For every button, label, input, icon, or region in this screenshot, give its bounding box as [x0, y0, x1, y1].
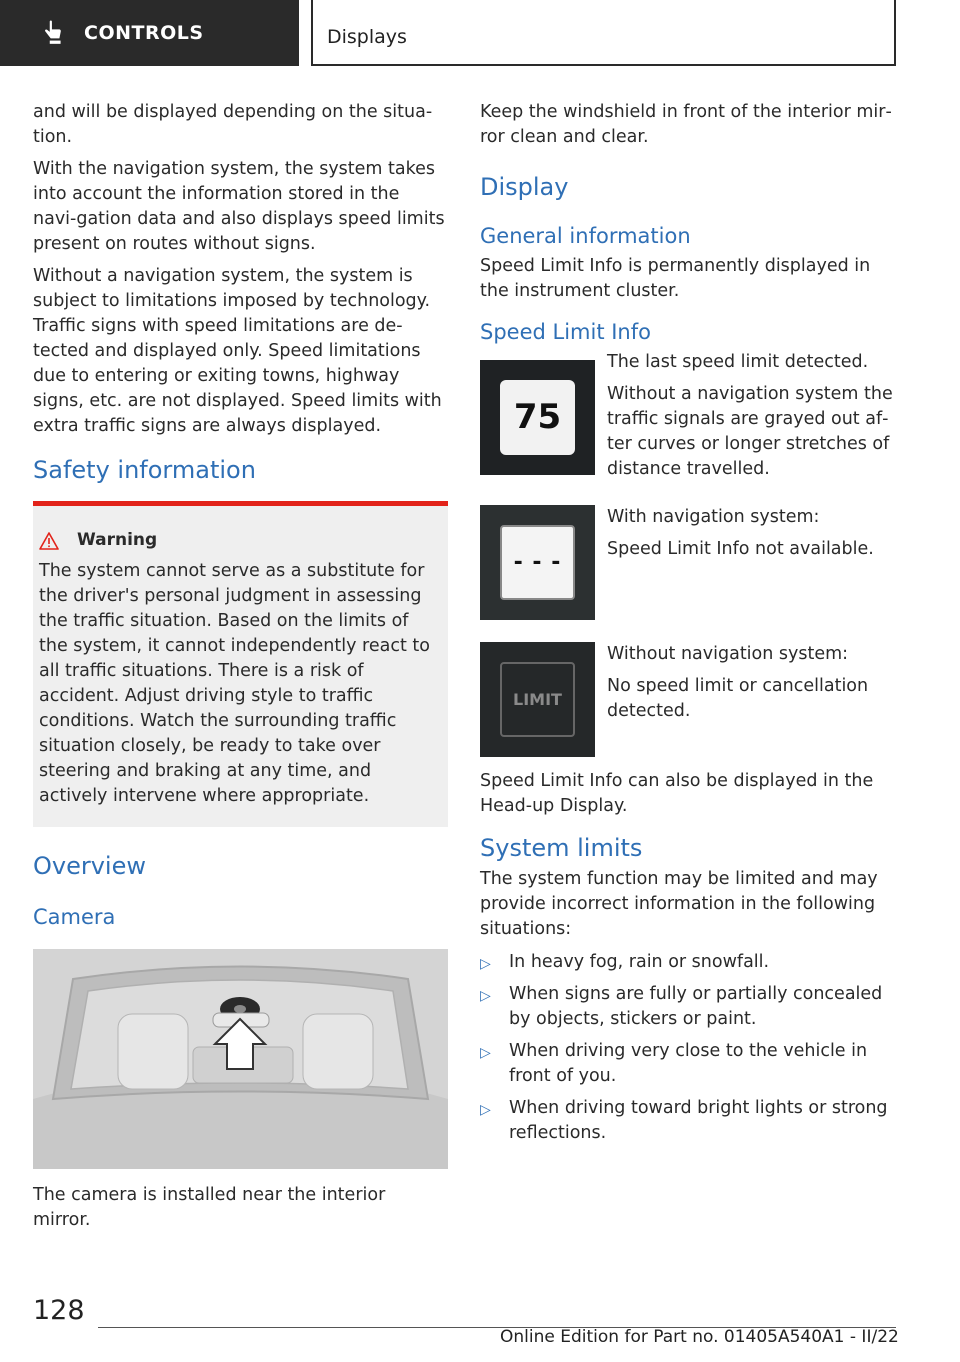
speed-sign-value: LIMIT [513, 690, 562, 709]
speed-sign-75 [480, 360, 595, 475]
general-heading: General information [480, 224, 691, 248]
hand-pointer-icon [40, 20, 66, 46]
right-column [480, 100, 900, 1153]
bullet-triangle-icon: ▷ [480, 1102, 491, 1118]
sli-item-text [607, 350, 897, 489]
paragraph: Without a navigation system, the system is subject to limitations imposed by technology. Traffic signs with speed limitations are de‐tected and displayed only. Speed limitations due to entering or exiting towns, highway signs, etc. are not displayed. Speed limits with extra traffic signs are always displayed. [33, 266, 442, 436]
car-interior-image [33, 949, 448, 1169]
chapter-box [311, 0, 896, 66]
display-heading: Display [480, 173, 569, 201]
sli-item [480, 505, 900, 620]
list-item-text: When driving very close to the vehicle in front of you. [509, 1041, 868, 1086]
edition-label: Online Edition for Part no. 01405A540A1 - II/22 [500, 1327, 899, 1347]
speed-sign-value: 75 [513, 397, 562, 437]
sli-item [480, 350, 900, 489]
bullet-triangle-icon: ▷ [480, 988, 491, 1004]
page-number: 128 [33, 1295, 85, 1326]
limits-intro: The system function may be limited and may provide incorrect information in the following situations: [480, 869, 878, 939]
list-item-text: When signs are fully or partially concealed by objects, stickers or paint. [509, 984, 883, 1029]
list-item [480, 950, 900, 975]
limits-heading: System limits [480, 834, 643, 862]
speed-sign-limit [480, 642, 595, 757]
paragraph: With the navigation system, the system takes into account the information stored in the navi‐gation data and also displays speed limits present on routes without signs. [33, 159, 445, 254]
section-label: CONTROLS [84, 22, 204, 44]
warning-text: The system cannot serve as a substitute for the driver's personal judgment in assessing the traffic situation. Based on the limits of the system, it cannot independently react to all traffic situations. There is a risk of accident. Adjust driving style to traffic conditions. Watch the surrounding traffic situation closely, be ready to take over steering and braking at any time, and actively intervene where appropriate. [39, 561, 430, 806]
list-item [480, 1096, 900, 1146]
speed-sign-unavailable [480, 505, 595, 620]
warning-box [33, 501, 448, 827]
general-text: Speed Limit Info is permanently displayed in the instrument cluster. [480, 256, 871, 301]
paragraph: Keep the windshield in front of the interior mir‐ror clean and clear. [480, 102, 892, 147]
speed-sign-value: - - - [513, 550, 562, 575]
hud-text: Speed Limit Info can also be displayed in the Head-up Display. [480, 771, 874, 816]
sli-line: Speed Limit Info not available. [607, 539, 874, 559]
safety-heading: Safety information [33, 456, 256, 484]
sli-line: The last speed limit detected. [607, 352, 869, 372]
overview-heading: Overview [33, 852, 146, 880]
sli-item-text [607, 505, 897, 620]
sli-line: Without navigation system: [607, 644, 849, 664]
camera-heading: Camera [33, 905, 116, 929]
warning-title: Warning [77, 530, 158, 550]
limits-list [480, 950, 900, 1146]
list-item-text: In heavy fog, rain or snowfall. [509, 952, 770, 972]
chapter-label: Displays [327, 26, 407, 48]
list-item [480, 982, 900, 1032]
sli-item-text [607, 642, 897, 757]
sli-line: With navigation system: [607, 507, 820, 527]
camera-caption: The camera is installed near the interior mirror. [33, 1185, 386, 1230]
list-item [480, 1039, 900, 1089]
bullet-triangle-icon: ▷ [480, 956, 491, 972]
warning-header [39, 528, 440, 553]
sli-item [480, 642, 900, 757]
section-tab [0, 0, 299, 66]
list-item-text: When driving toward bright lights or strong reflections. [509, 1098, 888, 1143]
camera-illustration [33, 949, 448, 1169]
left-column [33, 100, 448, 1240]
warning-triangle-icon [39, 532, 59, 550]
bullet-triangle-icon: ▷ [480, 1045, 491, 1061]
sli-heading: Speed Limit Info [480, 320, 651, 344]
paragraph: and will be displayed depending on the situa‐tion. [33, 102, 433, 147]
sli-line: No speed limit or cancellation detected. [607, 676, 869, 721]
sli-line: Without a navigation system the traffic signals are grayed out af‐ter curves or longer stretches of distance travelled. [607, 384, 893, 479]
